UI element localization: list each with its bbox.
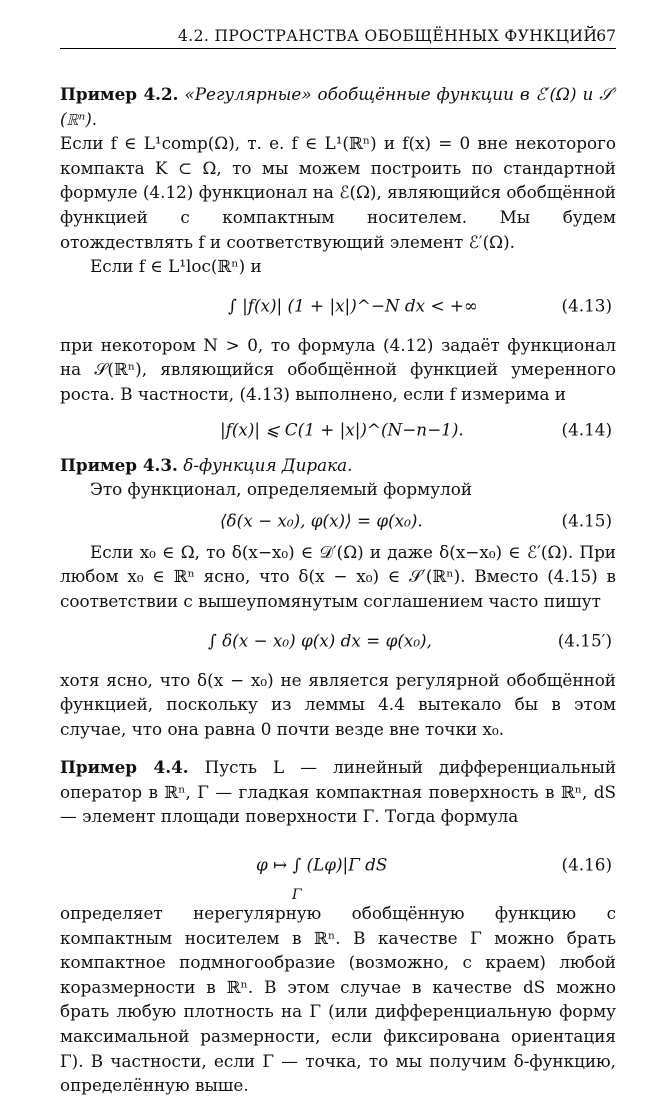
example-4-3-heading xyxy=(60,453,616,478)
example-4-3-title: δ-функция Дирака. xyxy=(183,454,353,475)
example-4-4-text: Пусть L — линейный дифференциальный оператор в ℝⁿ, Γ — гладкая компактная поверхность в ℝⁿ, dS — элемент площади поверхности Γ. Тогда формула xyxy=(60,757,616,827)
example-4-2-heading xyxy=(60,82,616,131)
example-4-4-label: Пример 4.4. xyxy=(60,757,189,778)
equation-4-16-subscript: Γ xyxy=(292,887,302,904)
equation-4-15-prime-formula: ∫ δ(x − x₀) φ(x) dx = φ(x₀), xyxy=(208,630,432,651)
equation-4-13 xyxy=(60,279,616,333)
example-4-3-label: Пример 4.3. xyxy=(60,454,178,475)
example-4-2-title: «Регулярные» обобщённые функции в ℰ′(Ω) и 𝒮′(ℝⁿ). xyxy=(60,84,616,129)
page-content xyxy=(60,82,616,1098)
equation-4-16-number: (4.16) xyxy=(561,854,612,875)
equation-4-14 xyxy=(60,407,616,453)
book-page xyxy=(60,22,616,1098)
example-4-3-paragraph-2: Если x₀ ∈ Ω, то δ(x−x₀) ∈ 𝒟′(Ω) и даже δ(x−x₀) ∈ ℰ′(Ω). При любом x₀ ∈ ℝⁿ ясно, что δ(x − x₀) ∈ 𝒮′(ℝⁿ). Вместо (4.15) в соответствии с вышеупомянутым соглашением часто пишут xyxy=(60,541,616,611)
equation-4-13-formula: ∫ |f(x)| (1 + |x|)^−N dx < +∞ xyxy=(228,295,478,316)
equation-4-14-formula: |f(x)| ⩽ C(1 + |x|)^(N−n−1). xyxy=(220,419,464,440)
equation-4-15-formula: ⟨δ(x − x₀), φ(x)⟩ = φ(x₀). xyxy=(220,510,423,531)
equation-4-15 xyxy=(60,502,616,540)
equation-4-14-number: (4.14) xyxy=(561,419,612,440)
page-number: 67 xyxy=(596,27,616,45)
equation-4-15-prime xyxy=(60,614,616,668)
equation-4-13-number: (4.13) xyxy=(561,295,612,316)
section-title: 4.2. ПРОСТРАНСТВА ОБОБЩЁННЫХ ФУНКЦИЙ xyxy=(178,27,598,45)
equation-4-15-number: (4.15) xyxy=(561,510,612,531)
example-4-4-paragraph-1 xyxy=(60,755,616,829)
example-4-3-paragraph-3: хотя ясно, что δ(x − x₀) не является регулярной обобщённой функцией, поскольку из леммы 4.4 вытекало бы в этом случае, что она равна 0 почти везде вне точки x₀. xyxy=(60,669,616,739)
running-header xyxy=(60,22,616,49)
example-4-4-paragraph-2: определяет нерегулярную обобщённую функцию с компактным носителем в ℝⁿ. В качестве Γ можно брать компактное подмногообразие (возможно, с краем) любой коразмерности в ℝⁿ. В этом случае в качестве dS можно брать любую плотность на Γ (или дифференциальную форму максимальной размерности, если фиксирована ориентация Γ). В частности, если Γ — точка, то мы получим δ-функцию, определённую выше. xyxy=(60,903,616,1096)
example-4-3-paragraph-1: Это функционал, определяемый формулой xyxy=(90,479,473,500)
example-4-2-paragraph-1: Если f ∈ L¹comp(Ω), т. е. f ∈ L¹(ℝⁿ) и f(x) = 0 вне некоторого компакта K ⊂ Ω, то мы можем построить по стандартной формуле (4.12) функционал на ℰ(Ω), являющийся обобщённой функцией с компактным носителем. Мы будем отождествлять f и соответствующий элемент ℰ′(Ω). xyxy=(60,133,616,252)
equation-4-16 xyxy=(60,829,616,904)
equation-4-15-prime-number: (4.15′) xyxy=(557,630,612,651)
example-4-2-paragraph-2: Если f ∈ L¹loc(ℝⁿ) и xyxy=(90,256,262,277)
example-4-2-label: Пример 4.2. xyxy=(60,84,179,104)
equation-4-16-formula: φ ↦ ∫ (Lφ)|Γ dS xyxy=(256,854,388,875)
example-4-2-paragraph-3: при некотором N > 0, то формула (4.12) задаёт функционал на 𝒮(ℝⁿ), являющийся обобщённой функцией умеренного роста. В частности, (4.13) выполнено, если f измерима и xyxy=(60,334,616,404)
